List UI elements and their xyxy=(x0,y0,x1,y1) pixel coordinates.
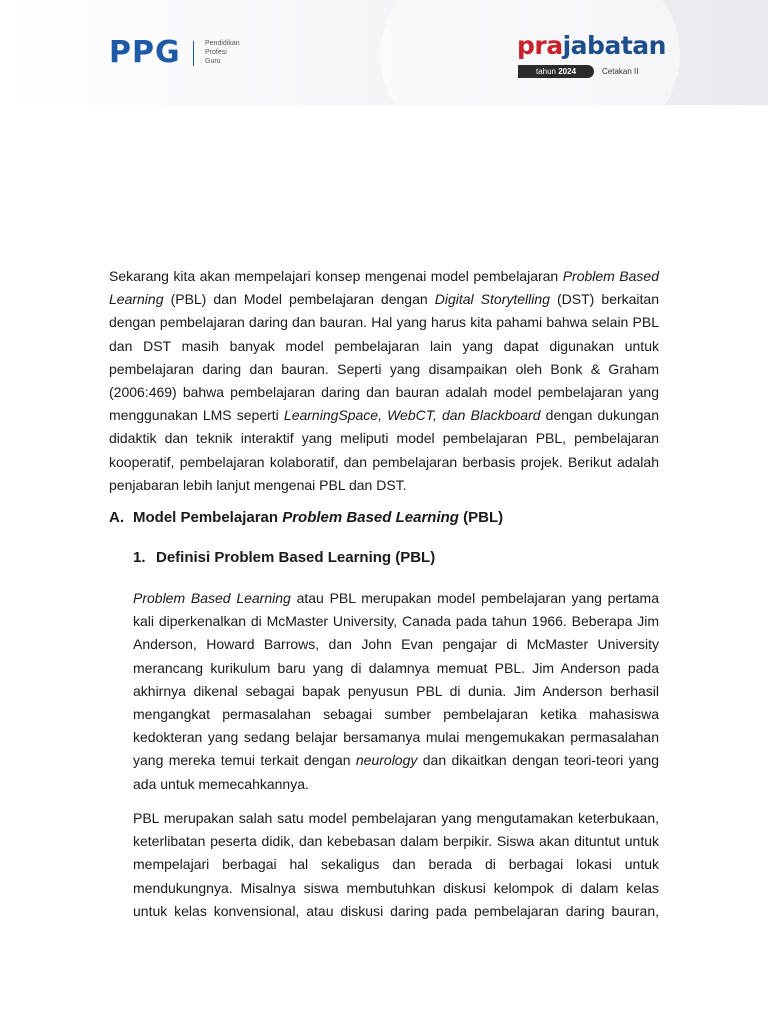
para-text: atau PBL merupakan model pembelajaran yang pertama kali diperkenalkan di McMaster University, Canada pada tahun 1966. Beberapa Jim Anderson, Howard Barrows, dan John Evan pengajar di McMaster University merancang kurikulum baru yang di dalamnya memuat PBL. Jim Anderson pada akhirnya dikenal sebagai bapak penyusun PBL di dunia. Jim Anderson berhasil mengangkat permasalahan sebagai sumber pembelajaran ketika mahasiswa kedokteran yang sedang belajar bersamanya mulai mengemukakan permasalahan yang mereka temui terkait dengan xyxy=(133,590,659,769)
ppg-sub-line: Pendidikan xyxy=(205,40,240,47)
section-heading-a xyxy=(109,508,503,528)
prajabatan-logo xyxy=(517,32,667,80)
section-title-term: Problem Based Learning xyxy=(282,509,459,526)
wordmark-jabatan: jabatan xyxy=(562,31,666,60)
subsection-title: Definisi Problem Based Learning (PBL) xyxy=(156,549,436,566)
para-term-pbl: Problem Based Learning xyxy=(133,590,291,606)
section-number: A. xyxy=(109,509,124,526)
section-title-text: (PBL) xyxy=(458,509,504,526)
section-title-text: Model Pembelajaran xyxy=(133,509,283,526)
ppg-logo-divider xyxy=(193,41,194,66)
badge-prefix: tahun xyxy=(535,67,559,76)
wordmark-pra: pra xyxy=(517,31,563,60)
subsection-number: 1. xyxy=(133,549,146,566)
intro-text: dengan dukungan didaktik dan teknik interaktif yang meliputi model pembelajaran PBL, pembelajaran kooperatif, pembelajaran kolaboratif, dan pembelajaran berbasis projek. Berikut adalah penjabaran lebih lanjut mengenai PBL dan DST. xyxy=(109,407,660,493)
body-paragraph-1 xyxy=(133,587,659,796)
ppg-logo-subtitle xyxy=(205,39,240,66)
intro-paragraph xyxy=(109,265,659,497)
ppg-sub-line: Profesi xyxy=(205,49,227,56)
page-header xyxy=(0,0,768,105)
intro-term-dst: Digital Storytelling xyxy=(434,291,550,308)
intro-term-lms: LearningSpace, WebCT, dan Blackboard xyxy=(283,407,541,424)
intro-text: (PBL) dan Model pembelajaran dengan xyxy=(163,291,435,308)
intro-text: Sekarang kita akan mempelajari konsep mengenai model pembelajaran xyxy=(109,268,563,284)
year-badge xyxy=(518,65,594,78)
badge-year: 2024 xyxy=(558,67,577,76)
para-term-neurology: neurology xyxy=(355,752,418,769)
ppg-logo-mark: PPG xyxy=(109,35,181,70)
intro-text: (DST) berkaitan dengan pembelajaran daring dan bauran. Hal yang harus kita pahami bahwa selain PBL dan DST masih banyak model pembelajaran lain yang dapat digunakan untuk pembelajaran daring dan bauran. Seperti yang disampaikan oleh Bonk & Graham (2006:469) bahwa pembelajaran daring dan bauran adalah model pembelajaran yang menggunakan LMS seperti xyxy=(109,291,659,424)
para-text: dan dikaitkan dengan teori-teori yang ada untuk memecahkannya. xyxy=(133,752,659,792)
intro-term-pbl: Problem Based Learning xyxy=(109,268,660,308)
body-paragraph-2: PBL merupakan salah satu model pembelajaran yang mengutamakan keterbukaan, keterlibatan peserta didik, dan kebebasan dalam berpikir. Siswa akan dituntut untuk mempelajari berbagai hal sekaligus dan berada di berbagai lokasi untuk mendukungnya. Misalnya siswa membutuhkan diskusi kelompok di dalam kelas untuk kelas konvensional, atau diskusi daring pada pembelajaran daring bauran, xyxy=(133,810,659,919)
prajabatan-wordmark xyxy=(517,32,666,60)
edition-label: Cetakan II xyxy=(602,67,639,76)
ppg-sub-line: Guru xyxy=(205,58,221,65)
intro-block xyxy=(109,265,659,497)
subsection-heading-1 xyxy=(133,548,435,568)
